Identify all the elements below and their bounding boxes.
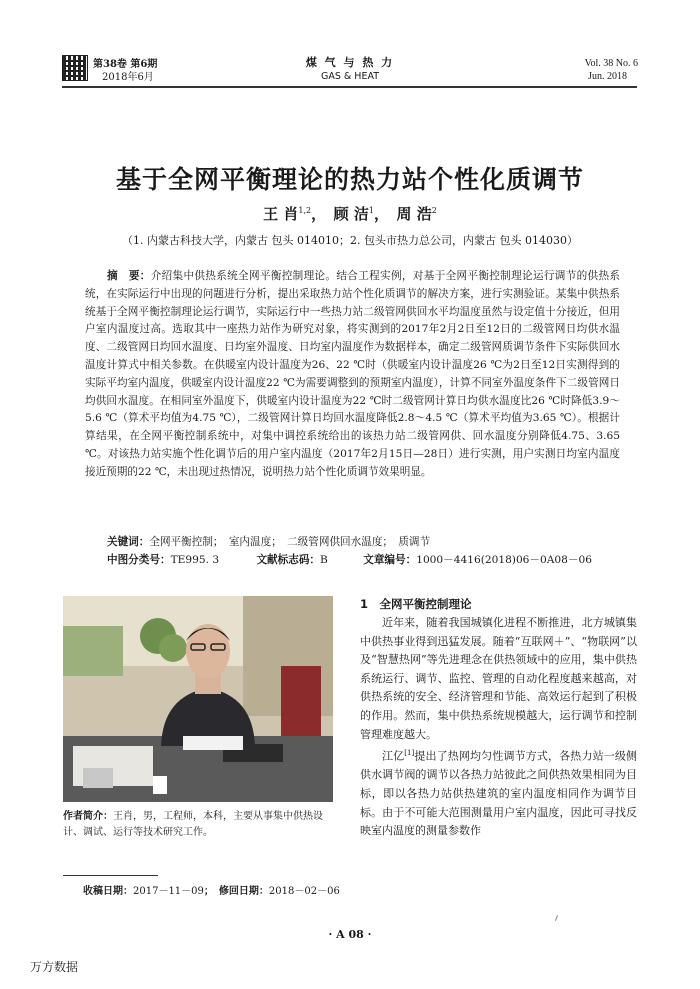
author-affil-mark: 2 (431, 206, 437, 215)
paragraph-text: 提出了热网均匀性调节方式，各热力站一级侧供水调节阀的调节以各热力站彼此之间供热效果相同为目标，即以各热力站供热建筑的室内温度相同作为调节目标。由于不可能大范围测量用户室内温度，因此可寻找反映室内温度的测量参数作 (360, 749, 637, 838)
citation-ref: [1] (404, 749, 415, 758)
dates-line: 收稿日期：2017－11－09； 修回日期：2018－02－06 (83, 886, 340, 897)
doc-code-value: B (320, 554, 328, 566)
received-label: 收稿日期： (83, 886, 133, 897)
section-body (360, 614, 637, 841)
volume-issue: 第38卷 第6期 (93, 59, 158, 70)
revised-date: 2018－02－06 (268, 886, 340, 897)
affiliations: （1. 内蒙古科技大学，内蒙古 包头 014010；2. 包头市热力总公司，内蒙古 包头 014030） (122, 234, 578, 247)
author-name: 王 肖 (263, 205, 299, 223)
article-no-value: 1000－4416(2018)06－0A08－06 (416, 554, 592, 566)
author-affil-mark: 1 (368, 206, 374, 215)
keywords-label: 关键词： (107, 536, 150, 548)
revised-label: 修回日期： (218, 886, 269, 897)
paper-title: 基于全网平衡理论的热力站个性化质调节 (115, 165, 584, 194)
paragraph (360, 744, 637, 841)
abstract-label: 摘 要： (107, 270, 151, 282)
author-list: 王 肖$^{1,2}$， 顾 洁$^1$， 周 浩$^2$ (263, 205, 437, 223)
abstract-text: 介绍集中供热系统全网平衡控制理论。结合工程实例，对基于全网平衡控制理论运行调节的供热系统，在实际运行中出现的问题进行分析，提出采取热力站个性化质调节的解决方案，进行实测验证。某集中供热系统基于全网平衡控制理论运行调节，实际运行中一些热力站二级管网供回水平均温度虽然与设定值十分接近，但用户室内温度过高。选取其中一座热力站作为研究对象，将实测到的2017年2月2日至12日的二级管网日均供水温度、二级管网日均回水温度、日均室外温度、日均室内温度作为数据样本，确定二级管网质调节条件下实际供回水温度计算式中相关参数。在供暖室内设计温度为26、22 ℃时（供暖室内设计温度26 ℃为2日至12日实测得到的实际平均室内温度，供暖室内设计温度22 ℃为需要调整到的预期室内温度），计算不同室外温度条件下二级管网日均供回水温度。在相同室外温度下，供暖室内设计温度为22 ℃时二级管网计算日均供水温度比26 ℃时降低3.9～5.6 ℃（算术平均值为4.75 ℃），二级管网计算日均回水温度降低2.8～4.5 ℃（算术平均值为3.65 ℃）。根据计算结果，在全网平衡控制系统中，对集中调控系统给出的该热力站二级管网供、回水温度分别降低4.75、3.65 ℃。对该热力站实施个性化调节后的用户室内温度（2017年2月15日—28日）进行实测，用户实测日均室内温度接近预期的22 ℃，未出现过热情况，说明热力站个性化质调节效果明显。 (85, 270, 620, 478)
abstract (85, 268, 620, 482)
keywords (107, 534, 430, 549)
author-affil-mark: 1,2 (298, 206, 312, 215)
scan-mark (555, 915, 558, 921)
author-bio-text: 王肖，男，工程师，本科，主要从事集中供热设计、调试、运行等技术研究工作。 (63, 811, 323, 838)
watermark: 万方数据 (30, 960, 79, 974)
doc-code-label: 文献标志码： (256, 554, 321, 566)
classification-line (107, 552, 592, 567)
header-rule (62, 86, 637, 88)
article-no-label: 文章编号： (363, 554, 417, 566)
issue-date-en: Jun. 2018 (588, 71, 627, 82)
author-photo (63, 596, 333, 802)
received-date: 2017－11－09 (133, 886, 204, 897)
paragraph-text: 江亿 (382, 749, 405, 763)
journal-name-cn: 煤 气 与 热 力 (305, 56, 395, 69)
paragraph: 近年来，随着我国城镇化进程不断推进，北方城镇集中供热事业得到迅猛发展。随着“互联网＋”、“物联网”以及“智慧热网”等先进理念在供热领域中的应用，集中供热系统运行、调节、监控、管理的自动化程度越来越高，对供热系统的安全、经济管理和节能、高效运行起到了积极的作用。然而，集中供热系统规模越大，运行调节和控制管理难度越大。 (360, 616, 637, 741)
author-bio (63, 809, 335, 841)
journal-name-en: GAS & HEAT (320, 71, 380, 82)
volume-en: Vol. 38 No. 6 (584, 58, 638, 69)
page-number: · A 08 · (328, 928, 372, 941)
author-name: 周 浩 (396, 205, 432, 223)
clc-label: 中图分类号： (107, 554, 171, 566)
footnote-rule (63, 875, 158, 876)
author-bio-label: 作者简介： (63, 811, 113, 822)
clc-value: TE995. 3 (170, 554, 220, 566)
issue-date-cn: 2018年6月 (102, 72, 154, 83)
author-name: 顾 洁 (333, 205, 369, 223)
keywords-text: 全网平衡控制； 室内温度； 二级管网供回水温度； 质调节 (149, 536, 431, 548)
author-photo-illustration (63, 596, 333, 802)
section-heading: 1 全网平衡控制理论 (360, 597, 472, 611)
